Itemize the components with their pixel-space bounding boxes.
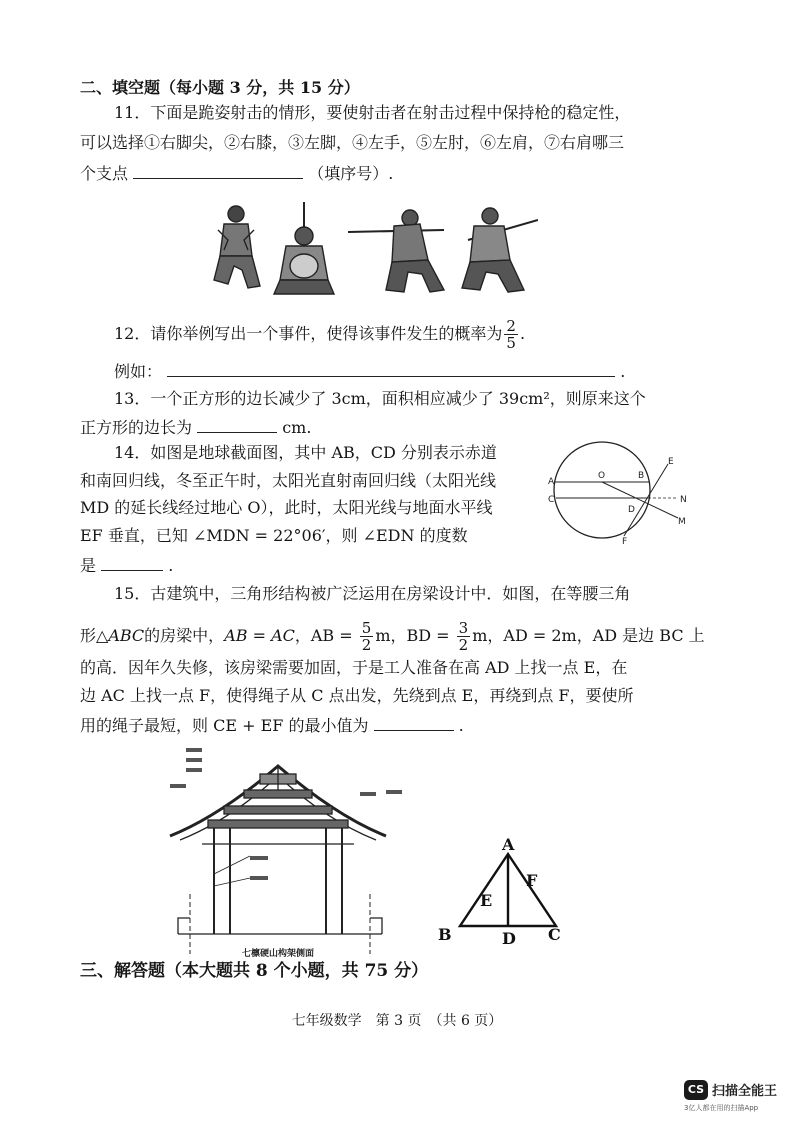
shooter-front-view — [214, 206, 260, 288]
label-f: F — [622, 537, 628, 546]
horizontal-line-ef — [624, 464, 668, 536]
earth-cross-section-figure — [548, 436, 698, 546]
q12-line1: 12．请你举例写出一个事件，使得该事件发生的概率为 $\frac{2}{5}$ . — [114, 317, 526, 352]
triangle-abc-figure — [430, 836, 570, 948]
q11-line1: 11．下面是跪姿射击的情形，要使射击者在射击过程中保持枪的稳定性， — [114, 103, 631, 122]
label-n: N — [680, 495, 687, 505]
probability-fraction: $\frac{2}{5}$ — [506, 317, 516, 352]
q14-line5: 是 . — [80, 556, 174, 575]
section-2-header: 二、填空题（每小题 3 分，共 15 分） — [80, 78, 360, 97]
label-m: M — [678, 517, 686, 527]
q14-answer-blank[interactable] — [101, 554, 163, 571]
q14-line3: MD 的延长线经过地心 O），此时，太阳光线与地面水平线 — [80, 498, 493, 517]
building-caption: 七檩硬山构架侧面 — [241, 949, 315, 959]
q14-line1: 14．如图是地球截面图，其中 AB，CD 分别表示赤道 — [114, 443, 497, 462]
ancient-building-frame-figure — [150, 744, 420, 960]
q11-line2: 可以选择①右脚尖，②右膝，③左脚，④左手，⑤左肘，⑥左肩，⑦右肩哪三 — [80, 133, 625, 152]
q15-line1: 15．古建筑中，三角形结构被广泛运用在房梁设计中．如图，在等腰三角 — [114, 584, 631, 603]
camscanner-logo-icon: CS — [684, 1080, 708, 1100]
label-a: A — [548, 477, 555, 487]
q12-answer-blank[interactable] — [167, 360, 615, 377]
q14-line2: 和南回归线，冬至正午时，太阳光直射南回归线（太阳光线 — [80, 471, 497, 490]
q13-answer-blank[interactable] — [197, 416, 277, 433]
q14-line4: EF 垂直，已知 ∠MDN = 22°06′，则 ∠EDN 的度数 — [80, 526, 468, 545]
q15-line2: 形△ABC的房梁中，AB = AC，AB = $\frac{5}{2}$ m，BD = $\frac{3}{2}$ m，AD = 2m，AD 是边 BC 上 — [80, 619, 705, 654]
q15-line5: 用的绳子最短，则 CE + EF 的最小值为 . — [80, 716, 464, 735]
shooting-postures-figure — [208, 200, 538, 300]
triangle-label-b: B — [438, 925, 452, 944]
triangle-label-a: A — [502, 836, 515, 854]
q11-answer-blank[interactable] — [133, 162, 303, 179]
sunlight-line-md — [602, 482, 678, 518]
label-c: C — [548, 495, 555, 505]
label-o: O — [598, 471, 606, 481]
label-d: D — [628, 505, 635, 515]
q12-line2: 例如： . — [114, 362, 626, 381]
q15-line3: 的高．因年久失修，该房梁需要加固，于是工人准备在高 AD 上找一点 E，在 — [80, 658, 628, 677]
triangle-label-d: D — [502, 929, 516, 948]
page-footer: 七年级数学 第 3 页 （共 6 页） — [291, 1013, 503, 1029]
watermark-app-name: 扫描全能王 — [712, 1084, 778, 1099]
shooter-angled-view — [462, 208, 538, 292]
q15-line4: 边 AC 上找一点 F，使得绳子从 C 点出发，先绕到点 E，再绕到点 F，要使所 — [80, 686, 634, 705]
q11-line3: 个支点 （填序号）. — [80, 164, 394, 183]
triangle-label-e: E — [480, 891, 493, 910]
watermark-tagline: 3亿人都在用的扫描App — [684, 1104, 759, 1112]
section-3-header: 三、解答题（本大题共 8 个小题，共 75 分） — [80, 961, 429, 981]
triangle-label-f: F — [526, 871, 538, 890]
label-b: B — [638, 471, 645, 481]
q13-line1: 13．一个正方形的边长减少了 3cm，面积相应减少了 39cm²，则原来这个 — [114, 389, 646, 408]
q13-line2: 正方形的边长为 cm. — [80, 418, 312, 437]
shooter-back-view — [274, 202, 334, 294]
triangle-label-c: C — [548, 925, 561, 944]
earth-circle — [554, 442, 650, 538]
label-e: E — [668, 457, 674, 467]
q15-answer-blank[interactable] — [374, 714, 454, 731]
shooter-side-view — [348, 210, 444, 292]
